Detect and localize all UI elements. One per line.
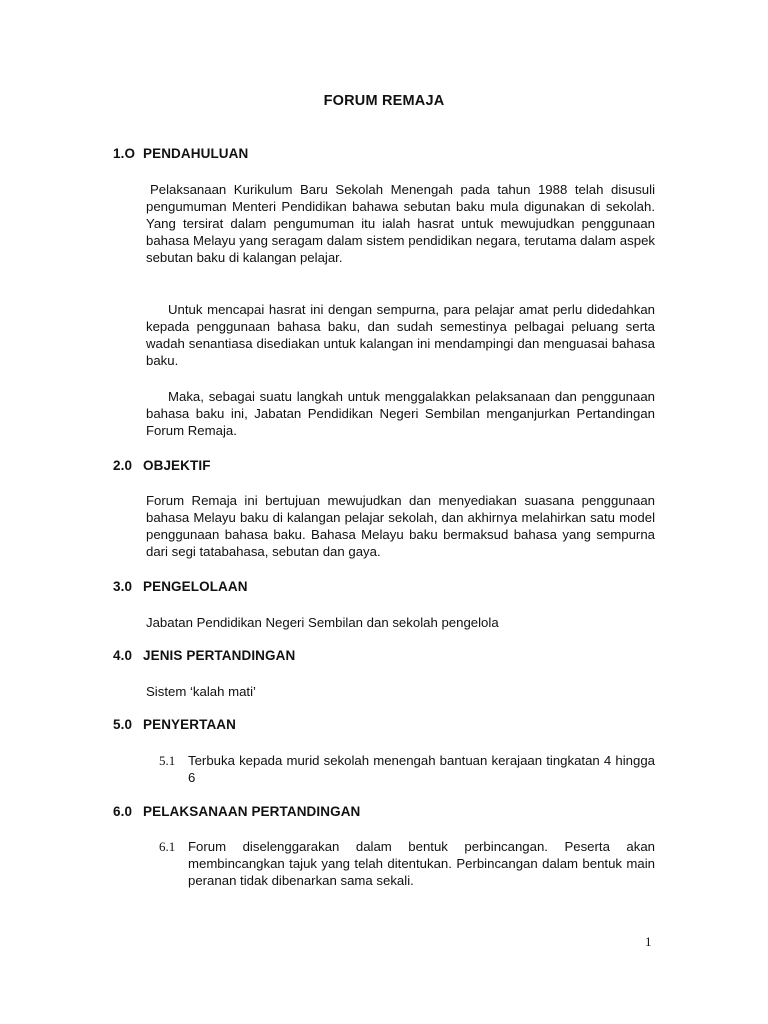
section-number: 5.0 [113, 717, 133, 732]
page-number: 1 [645, 934, 652, 949]
list-item-pelaksanaan-6-1 [159, 838, 655, 889]
paragraph-pendahuluan-3: Maka, sebagai suatu langkah untuk menggalakkan pelaksanaan dan penggunaan bahasa baku ini, Jabatan Pendidikan Negeri Sembilan menganjurkan Pertandingan Forum Remaja. [146, 389, 655, 438]
section-heading-penyertaan [113, 717, 236, 732]
section-number: 3.0 [113, 579, 133, 594]
section-heading-pendahuluan [113, 146, 248, 161]
text-pengelolaan: Jabatan Pendidikan Negeri Sembilan dan sekolah pengelola [146, 615, 499, 630]
paragraph-pendahuluan-2: Untuk mencapai hasrat ini dengan sempurna, para pelajar amat perlu didedahkan kepada penggunaan bahasa baku, dan sudah semestinya pelbagai peluang serta wadah senantiasa disediakan untuk kalangan ini mendampingi dan menguasai bahasa baku. [146, 302, 655, 368]
list-item-number: 5.1 [159, 753, 176, 768]
list-item-number: 6.1 [159, 839, 176, 854]
section-number: 4.0 [113, 648, 133, 663]
list-item-text: Forum diselenggarakan dalam bentuk perbincangan. Peserta akan membincangkan tajuk yang telah ditentukan. Perbincangan dalam bentuk main peranan tidak dibenarkan sama sekali. [188, 839, 655, 888]
section-title: OBJEKTIF [143, 458, 211, 473]
section-number: 6.0 [113, 804, 133, 819]
section-heading-jenis-pertandingan [113, 648, 295, 663]
section-title: JENIS PERTANDINGAN [143, 648, 296, 663]
section-heading-objektif [113, 458, 211, 473]
document-title: FORUM REMAJA [323, 93, 445, 109]
paragraph-objektif: Forum Remaja ini bertujuan mewujudkan dan menyediakan suasana penggunaan bahasa Melayu baku di kalangan pelajar sekolah, dan akhirnya melahirkan satu model penggunaan bahasa baku. Bahasa Melayu baku bermaksud bahasa yang sempurna dari segi tatabahasa, sebutan dan gaya. [146, 493, 655, 559]
section-number: 1.O [113, 146, 136, 161]
list-item-penyertaan-5-1 [159, 752, 655, 786]
paragraph-pendahuluan-1: Pelaksanaan Kurikulum Baru Sekolah Menengah pada tahun 1988 telah disusuli pengumuman Menteri Pendidikan bahawa sebutan baku mula digunakan di sekolah. Yang tersirat dalam pengumuman itu ialah hasrat untuk mewujudkan penggunaan bahasa Melayu yang seragam dalam sistem pendidikan negara, terutama dalam aspek sebutan baku di kalangan pelajar. [146, 182, 655, 265]
text-jenis-pertandingan: Sistem ‘kalah mati’ [146, 684, 256, 699]
section-title: PELAKSANAAN PERTANDINGAN [143, 804, 361, 819]
list-item-text: Terbuka kepada murid sekolah menengah bantuan kerajaan tingkatan 4 hingga 6 [188, 753, 655, 785]
section-title: PENDAHULUAN [143, 146, 249, 161]
section-title: PENGELOLAAN [143, 579, 248, 594]
section-heading-pelaksanaan [113, 804, 360, 819]
section-title: PENYERTAAN [143, 717, 237, 732]
section-heading-pengelolaan [113, 579, 248, 594]
section-number: 2.0 [113, 458, 133, 473]
